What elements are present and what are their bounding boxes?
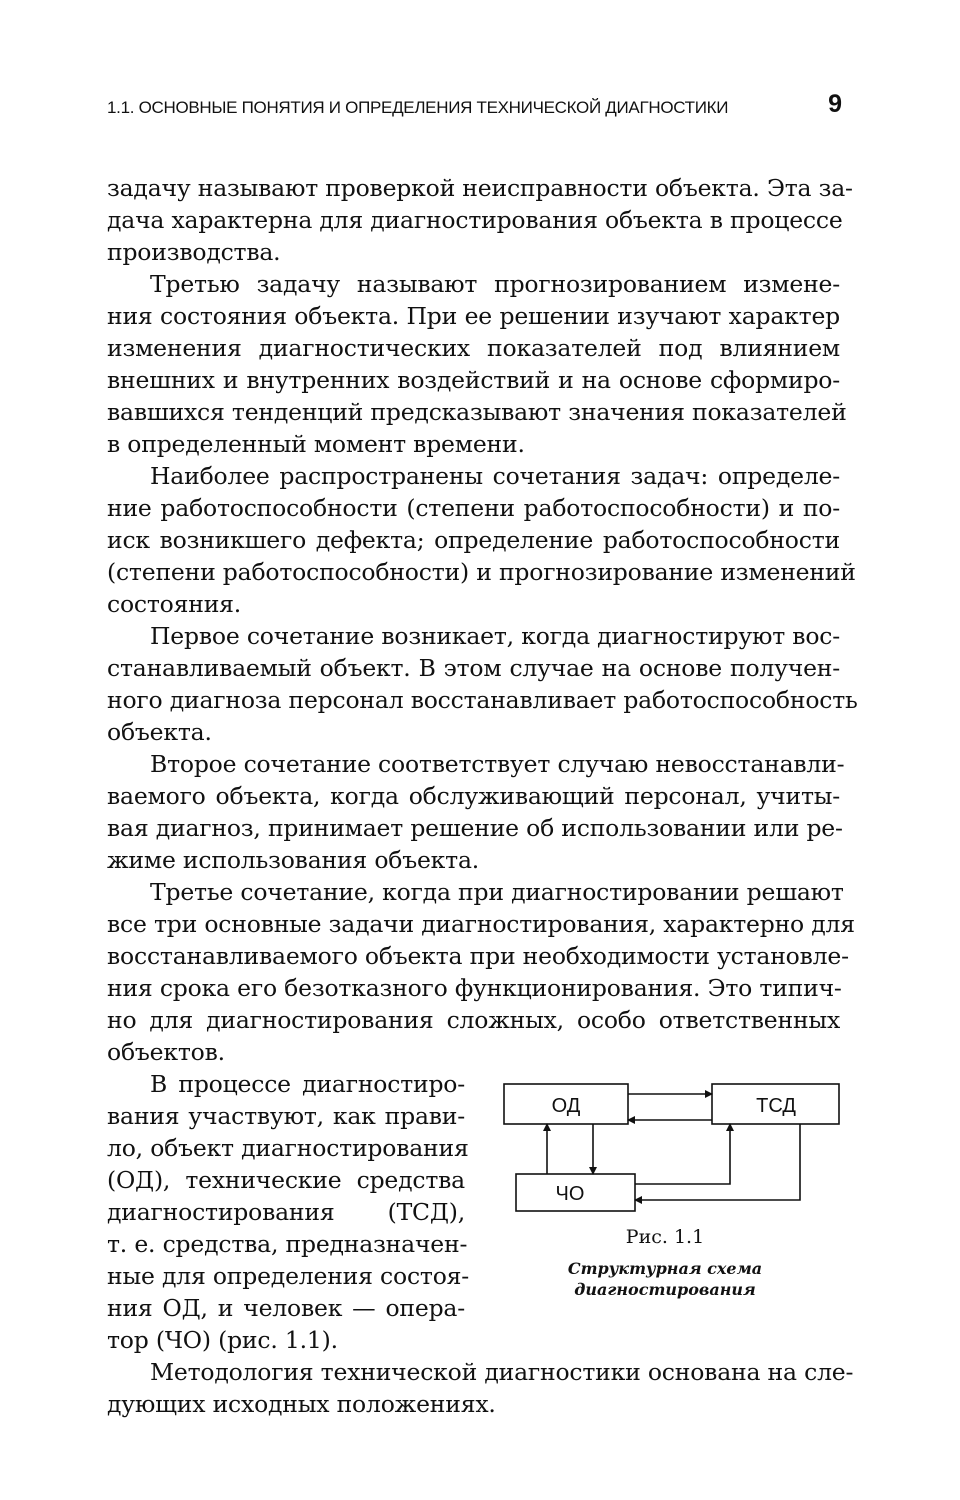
page-number: 9	[828, 90, 842, 118]
text-line: диагностирования (ТСД),	[107, 1198, 465, 1226]
text-line: иск возникшего дефекта; определение работоспособности	[107, 526, 840, 554]
arrow-tsd-to-cho	[635, 1124, 800, 1200]
running-header	[107, 90, 842, 126]
text-line: ло, объект диагностирования	[107, 1134, 469, 1162]
cho-label: ЧО	[555, 1183, 585, 1205]
text-line: восстанавливаемого объекта при необходимости установле-	[107, 942, 849, 970]
text-line: Методология технической диагностики основана на сле-	[150, 1358, 854, 1386]
text-line: Третью задачу называют прогнозированием измене-	[150, 270, 840, 298]
text-line: внешних и внутренних воздействий и на основе сформиро-	[107, 366, 840, 394]
caption-line: Структурная схема	[567, 1259, 763, 1278]
od-label: ОД	[551, 1095, 581, 1117]
text-line: состояния.	[107, 590, 242, 618]
text-line: дача характерна для диагностирования объекта в процессе	[107, 206, 843, 234]
figure-1-1	[490, 1070, 850, 1310]
text-line: ния срока его безотказного функционирования. Это типич-	[107, 974, 842, 1002]
text-line: ные для определения состоя-	[107, 1262, 470, 1290]
text-line: вая диагноз, принимает решение об использовании или ре-	[107, 814, 843, 842]
header-title: 1.1. ОСНОВНЫЕ ПОНЯТИЯ И ОПРЕДЕЛЕНИЯ ТЕХНИЧЕСКОЙ ДИАГНОСТИКИ	[107, 98, 729, 117]
text-line: Второе сочетание соответствует случаю невосстанавли-	[150, 750, 845, 778]
text-line: объектов.	[107, 1038, 225, 1066]
text-line: Наиболее распространены сочетания задач: определе-	[150, 462, 840, 490]
text-line: Первое сочетание возникает, когда диагностируют вос-	[150, 622, 840, 650]
figure-number: Рис. 1.1	[625, 1226, 705, 1248]
figure-caption	[530, 1258, 800, 1300]
text-line: вавшихся тенденций предсказывают значения показателей	[107, 398, 847, 426]
text-line: в определенный момент времени.	[107, 430, 525, 458]
text-line: задачу называют проверкой неисправности объекта. Эта за-	[107, 174, 853, 202]
tsd-label: ТСД	[756, 1095, 796, 1117]
text-line: но для диагностирования сложных, особо ответственных	[107, 1006, 840, 1034]
text-line: В процессе диагностиро-	[150, 1070, 465, 1098]
text-line: дующих исходных положениях.	[107, 1390, 496, 1418]
text-line: Третье сочетание, когда при диагностировании решают	[150, 878, 844, 906]
caption-line: диагностирования	[574, 1280, 756, 1299]
text-line: т. е. средства, предназначен-	[107, 1230, 468, 1258]
block-diagram	[490, 1070, 850, 1220]
text-line: ваемого объекта, когда обслуживающий персонал, учиты-	[107, 782, 840, 810]
text-line: тор (ЧО) (рис. 1.1).	[107, 1326, 338, 1354]
text-line: ного диагноза персонал восстанавливает работоспособность	[107, 686, 858, 714]
text-line: ние работоспособности (степени работоспособности) и по-	[107, 494, 840, 522]
arrow-cho-to-tsd	[635, 1124, 730, 1184]
text-line: ния ОД, и человек — опера-	[107, 1294, 465, 1322]
text-line: изменения диагностических показателей под влиянием	[107, 334, 840, 362]
text-line: производства.	[107, 238, 281, 266]
text-line: вания участвуют, как прави-	[107, 1102, 465, 1130]
text-line: жиме использования объекта.	[107, 846, 480, 874]
text-line: станавливаемый объект. В этом случае на основе получен-	[107, 654, 840, 682]
text-line: объекта.	[107, 718, 212, 746]
text-line: (степени работоспособности) и прогнозирование изменений	[107, 558, 856, 586]
text-line: ния состояния объекта. При ее решении изучают характер	[107, 302, 840, 330]
text-line: все три основные задачи диагностирования, характерно для	[107, 910, 855, 938]
text-line: (ОД), технические средства	[107, 1166, 465, 1194]
